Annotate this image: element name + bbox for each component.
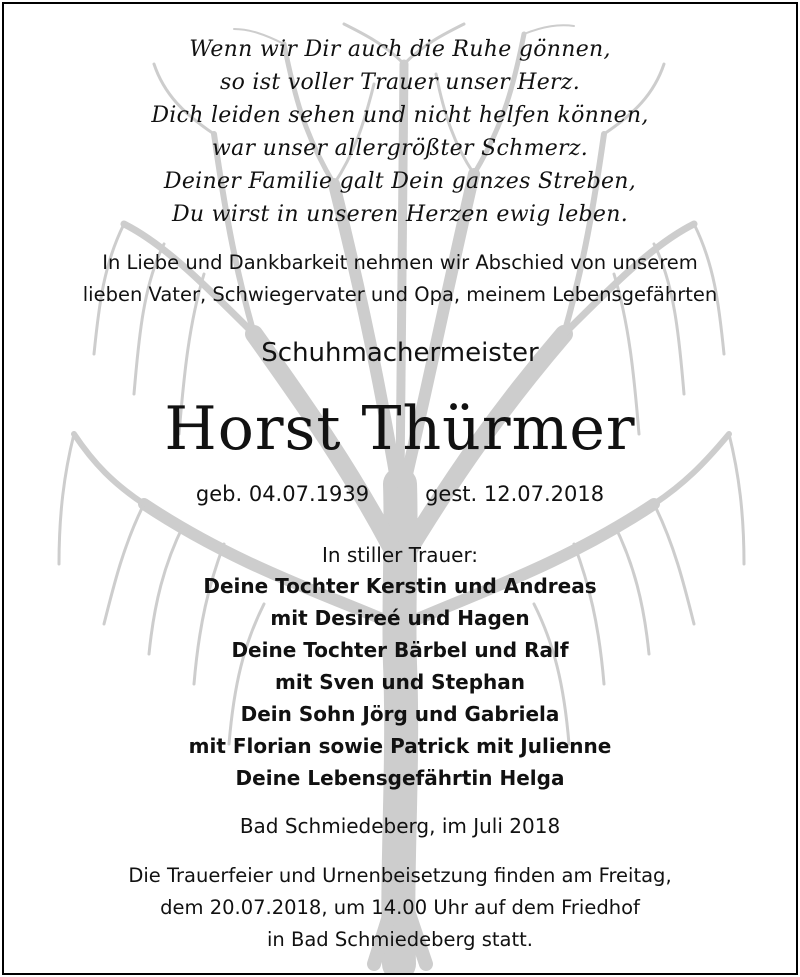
mourner-line: Deine Tochter Bärbel und Ralf <box>231 638 569 662</box>
poem-line: Deiner Familie galt Dein ganzes Streben, <box>163 169 637 194</box>
birth-date: geb. 04.07.1939 <box>195 482 370 506</box>
funeral-line: Die Trauerfeier und Urnenbeisetzung finden am Freitag, <box>128 864 672 887</box>
obituary-notice <box>2 2 798 975</box>
intro-line: lieben Vater, Schwiegervater und Opa, meinem Lebensgefährten <box>82 283 718 306</box>
mourner-line: mit Florian sowie Patrick mit Julienne <box>188 734 612 758</box>
funeral-line: dem 20.07.2018, um 14.00 Uhr auf dem Friedhof <box>160 896 640 919</box>
mourner-line: mit Desireé und Hagen <box>270 606 530 630</box>
death-date: gest. 12.07.2018 <box>425 482 605 506</box>
life-dates <box>4 482 796 506</box>
mourning-heading: In stiller Trauer: <box>321 543 479 567</box>
poem-line: war unser allergrößter Schmerz. <box>211 136 589 161</box>
poem-line: Du wirst in unseren Herzen ewig leben. <box>171 202 629 227</box>
place-date: Bad Schmiedeberg, im Juli 2018 <box>239 814 561 838</box>
poem-line: so ist voller Trauer unser Herz. <box>219 70 581 95</box>
poem-line: Wenn wir Dir auch die Ruhe gönnen, <box>189 37 611 62</box>
profession: Schuhmachermeister <box>261 338 539 368</box>
funeral-line: in Bad Schmiedeberg statt. <box>267 928 533 951</box>
mourner-line: Dein Sohn Jörg und Gabriela <box>240 702 560 726</box>
deceased-name: Horst Thürmer <box>164 394 636 464</box>
mourner-line: mit Sven und Stephan <box>275 670 525 694</box>
mourner-line: Deine Tochter Kerstin und Andreas <box>203 574 597 598</box>
intro-line: In Liebe und Dankbarkeit nehmen wir Abschied von unserem <box>102 251 698 274</box>
notice-content <box>4 4 796 973</box>
mourner-line: Deine Lebensgefährtin Helga <box>235 766 565 790</box>
poem-line: Dich leiden sehen und nicht helfen können, <box>151 103 649 128</box>
